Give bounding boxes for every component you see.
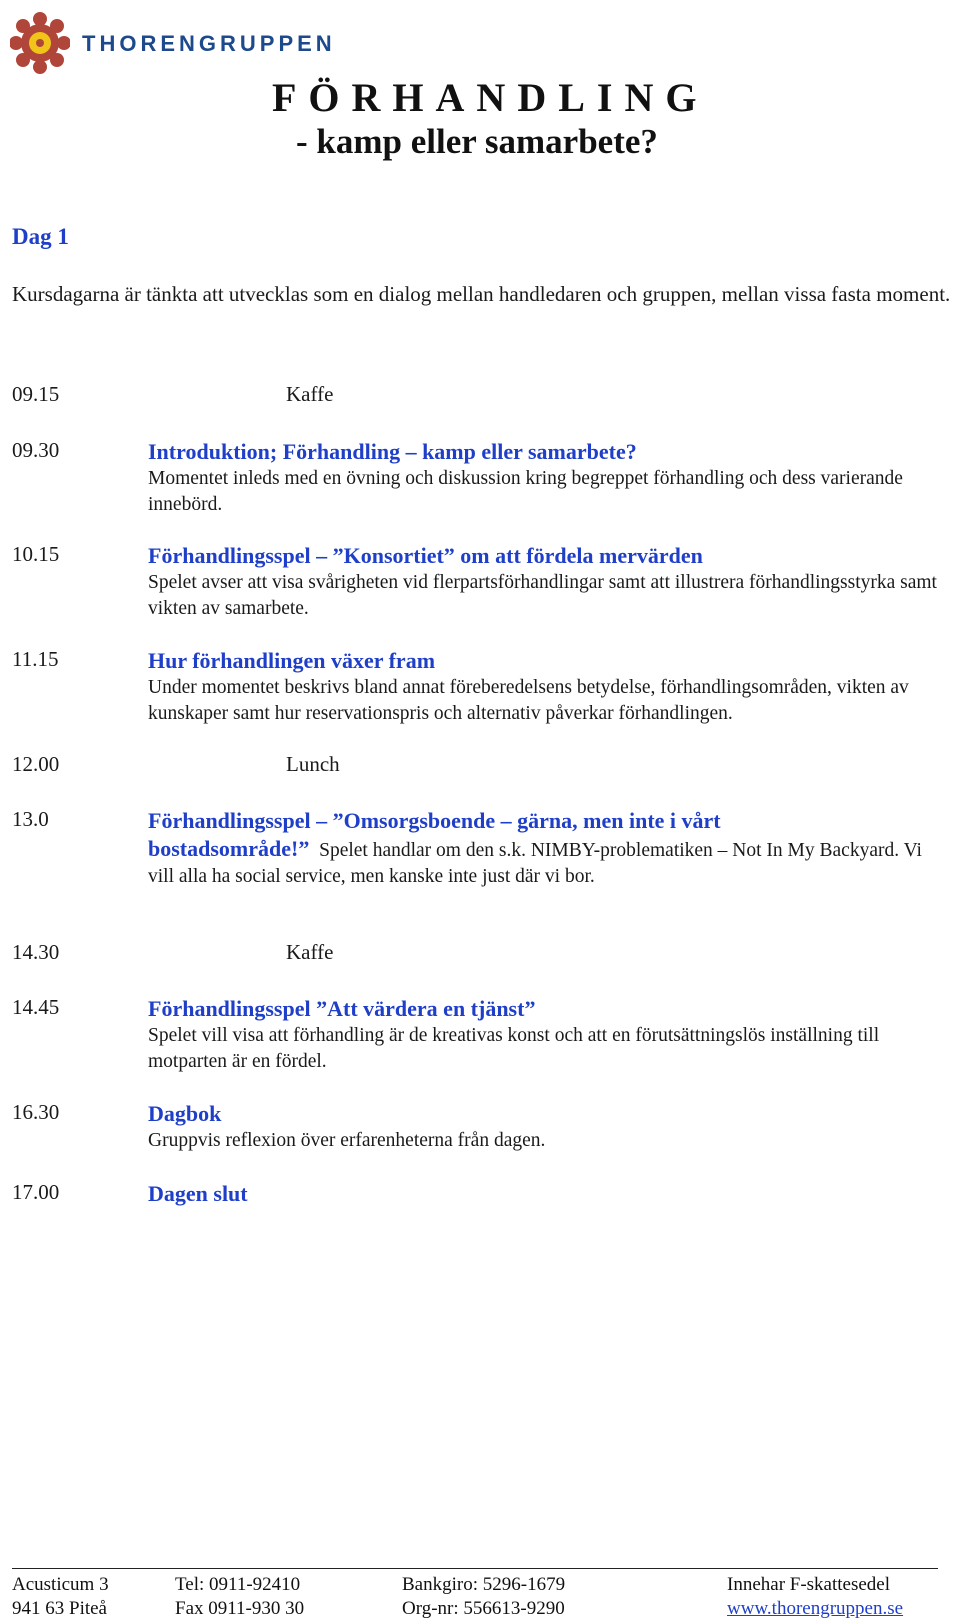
footer-address-line-1: Acusticum 3 <box>12 1574 109 1595</box>
footer-tax: Innehar F-skattesedel <box>727 1574 891 1595</box>
intro-paragraph: Kursdagarna är tänkta att utvecklas som en dialog mellan handledaren och gruppen, mellan vissa fasta moment. <box>12 282 951 306</box>
footer-website-link[interactable]: www.thorengruppen.se <box>727 1598 904 1619</box>
footer-fax: Fax 0911-930 30 <box>175 1598 305 1619</box>
gear-sun-logo-icon <box>10 10 70 76</box>
schedule-description: Momentet inleds med en övning och diskussion kring begreppet förhandling och dess varierande innebörd. <box>148 468 903 515</box>
document-subtitle: - kamp eller samarbete? <box>296 122 658 161</box>
schedule-heading: Förhandlingsspel – ”Konsortiet” om att fördela mervärden <box>148 543 703 568</box>
footer-bankgiro: Bankgiro: 5296-1679 <box>402 1574 566 1595</box>
schedule-description: Under momentet beskrivs bland annat föreberedelsens betydelse, förhandlingsområden, vikten av kunskaper samt hur reservationspris och alternativ påverkar förhandlingen. <box>148 677 909 724</box>
schedule-time: 12.00 <box>12 752 60 776</box>
schedule-description-inline <box>148 835 948 890</box>
footer-bank <box>402 1573 565 1621</box>
schedule-time: 14.30 <box>12 940 60 964</box>
footer-address-line-2: 941 63 Piteå <box>12 1598 107 1619</box>
schedule-label: Kaffe <box>286 940 334 964</box>
logo-wordmark: THORENGRUPPEN <box>82 31 336 56</box>
schedule-description: Spelet vill visa att förhandling är de kreativas konst och att en förutsättningslös inställning till motparten är en fördel. <box>148 1025 880 1072</box>
schedule-label: Kaffe <box>286 382 334 406</box>
schedule-heading: Dagen slut <box>148 1181 248 1206</box>
company-logo <box>10 10 336 76</box>
footer-company <box>727 1573 903 1621</box>
schedule-heading: Introduktion; Förhandling – kamp eller samarbete? <box>148 439 637 464</box>
schedule-description: Gruppvis reflexion över erfarenheterna från dagen. <box>148 1130 546 1151</box>
footer-divider <box>12 1568 938 1569</box>
schedule-label: Lunch <box>286 752 340 776</box>
schedule-heading: Förhandlingsspel – ”Omsorgsboende – gärna, men inte i vårt <box>148 808 721 833</box>
schedule-time: 16.30 <box>12 1100 60 1124</box>
footer-orgnr: Org-nr: 556613-9290 <box>402 1598 565 1619</box>
schedule-time: 17.00 <box>12 1180 60 1204</box>
footer-address <box>12 1573 109 1621</box>
schedule-heading-continued: bostadsområde!” <box>148 836 310 861</box>
day-heading: Dag 1 <box>12 224 69 249</box>
schedule-time: 11.15 <box>12 647 59 671</box>
schedule-time: 14.45 <box>12 995 60 1019</box>
document-title: FÖRHANDLING <box>272 75 709 120</box>
schedule-description: Spelet handlar om den s.k. NIMBY-problematiken – Not In My Backyard. Vi vill alla ha social service, men kanske inte just där vi bor. <box>148 840 922 887</box>
schedule-time: 09.30 <box>12 438 60 462</box>
schedule-time: 09.15 <box>12 382 60 406</box>
schedule-heading: Förhandlingsspel ”Att värdera en tjänst” <box>148 996 536 1021</box>
schedule-heading: Dagbok <box>148 1101 222 1126</box>
footer-tel: Tel: 0911-92410 <box>175 1574 301 1595</box>
schedule-description: Spelet avser att visa svårigheten vid flerpartsförhandlingar samt att illustrera förhandlingsstyrka samt vikten av samarbete. <box>148 572 937 619</box>
schedule-time: 13.0 <box>12 807 49 831</box>
schedule-time: 10.15 <box>12 542 60 566</box>
schedule-heading: Hur förhandlingen växer fram <box>148 648 436 673</box>
footer-phone <box>175 1573 304 1621</box>
